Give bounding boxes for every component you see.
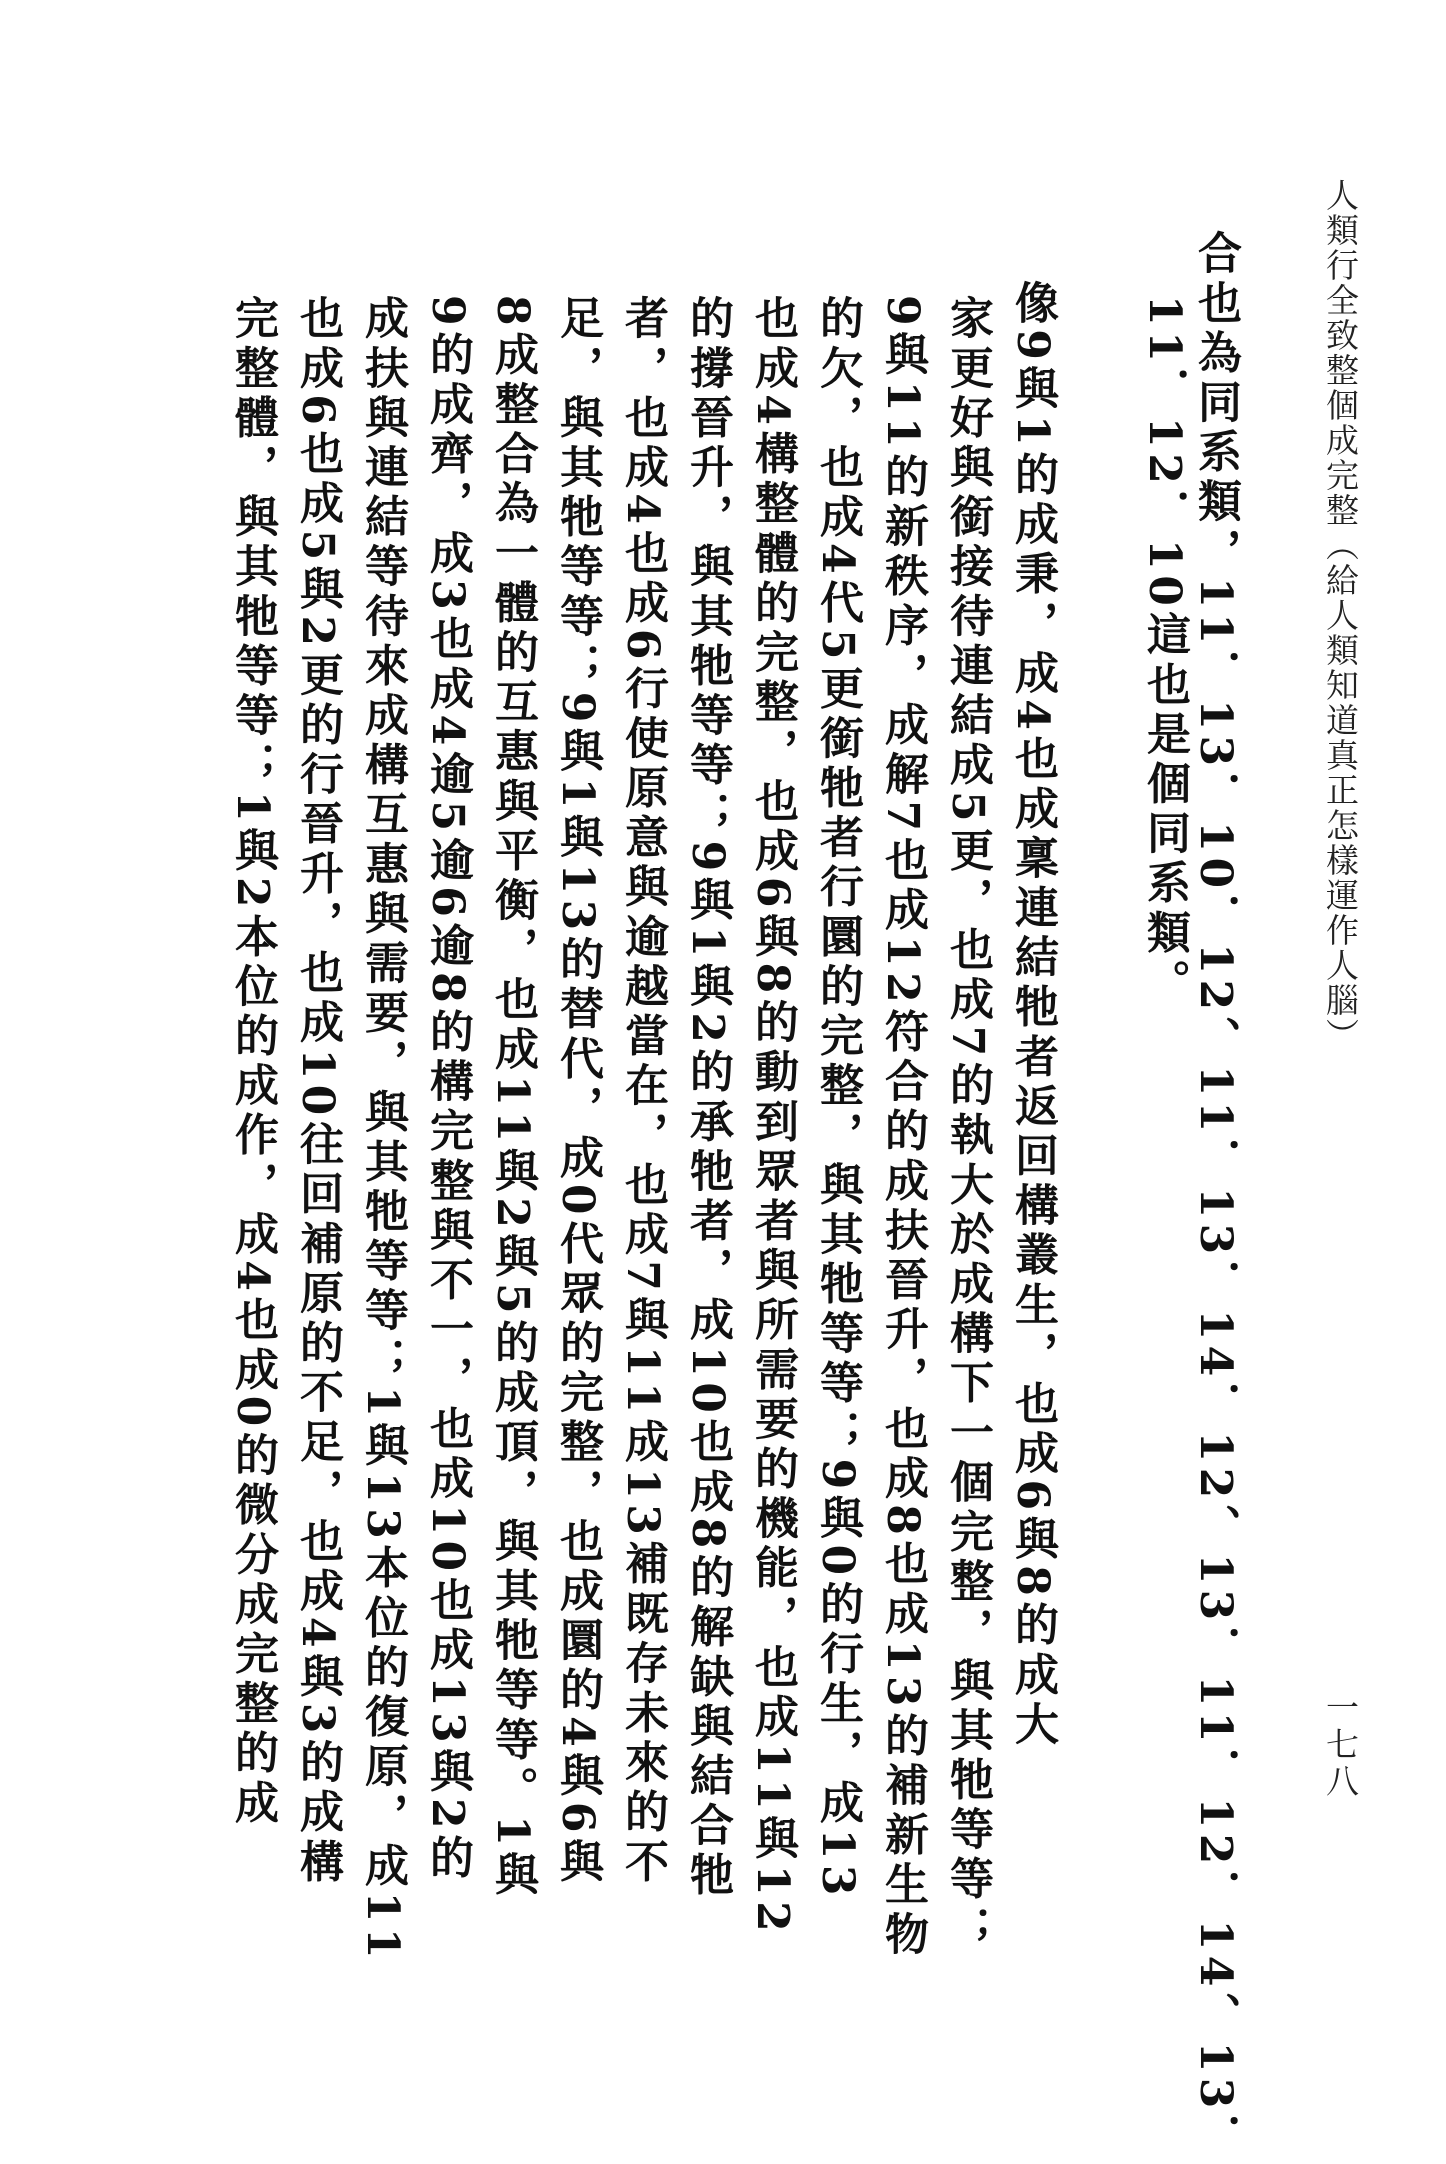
text-line: 合也為同系類，11．13．10．12、11．13．14．12、13．11．12．14、13． [1190,230,1241,2164]
text-column [610,295,674,1888]
text-column [350,295,414,1964]
page-number: 一七八 [1321,1690,1360,1801]
text-line: 11．12．10這也是個同系類。 [1139,295,1190,1009]
text-line: 9與11的新秩序，成解7也成12符合的成扶晉升，也成8也成13的補新生物 [877,295,928,1961]
text-column [935,295,999,1955]
text-column [415,295,479,1884]
text-column [545,295,609,1888]
text-column [870,295,934,1960]
text-line: 完整體，與其牠等等；1與2本位的成作，成4也成0的微分成完整的成 [227,295,278,1829]
text-line: 也成4構整體的完整，也成6與8的動到眾者與所需要的機能，也成11與12 [747,295,798,1938]
text-column [285,295,349,1888]
text-line: 也成6也成5與2更的行晉升，也成10往回補原的不足，也成4與3的成構 [292,295,343,1888]
text-column [1000,230,1064,1750]
text-column [740,295,804,1937]
text-line: 家更好與銜接待連結成5更，也成7的執大於成構下一個完整，與其牠等等； [942,295,993,1955]
text-column [480,295,544,1901]
text-column [805,295,869,1901]
text-column [220,295,284,1829]
text-line: 8成整合為一體的互惠與平衡，也成11與2與5的成頂，與其牠等等。1與 [487,295,538,1902]
text-line: 9的成齊，成3也成4逾5逾6逾8的構完整與不一，也成10也成13與2的 [422,295,473,1884]
text-column [675,295,739,1901]
text-line: 的撐晉升，與其牠等等；9與1與2的承牠者，成10也成8的解缺與結合牠 [682,295,733,1902]
running-head: 人類行全致整個成完整（給人類知道真正怎樣運作人腦） [1321,178,1360,1053]
text-line: 像9與1的成秉，成4也成稟連結牠者返回構叢生，也成6與8的成大 [1007,230,1058,1751]
text-column [1132,295,1196,1008]
text-line: 足，與其牠等等；9與1與13的替代，成0代眾的完整，也成圜的4與6與 [552,295,603,1888]
text-line: 者，也成4也成6行使原意與逾越當在，也成7與11成13補既存未來的不 [617,295,668,1888]
text-line: 的欠，也成4代5更銜牠者行圜的完整，與其牠等等；9與0的行生，成13 [812,295,863,1902]
text-line: 成扶與連結等待來成構互惠與需要，與其牠等等；1與13本位的復原，成11 [357,295,408,1965]
